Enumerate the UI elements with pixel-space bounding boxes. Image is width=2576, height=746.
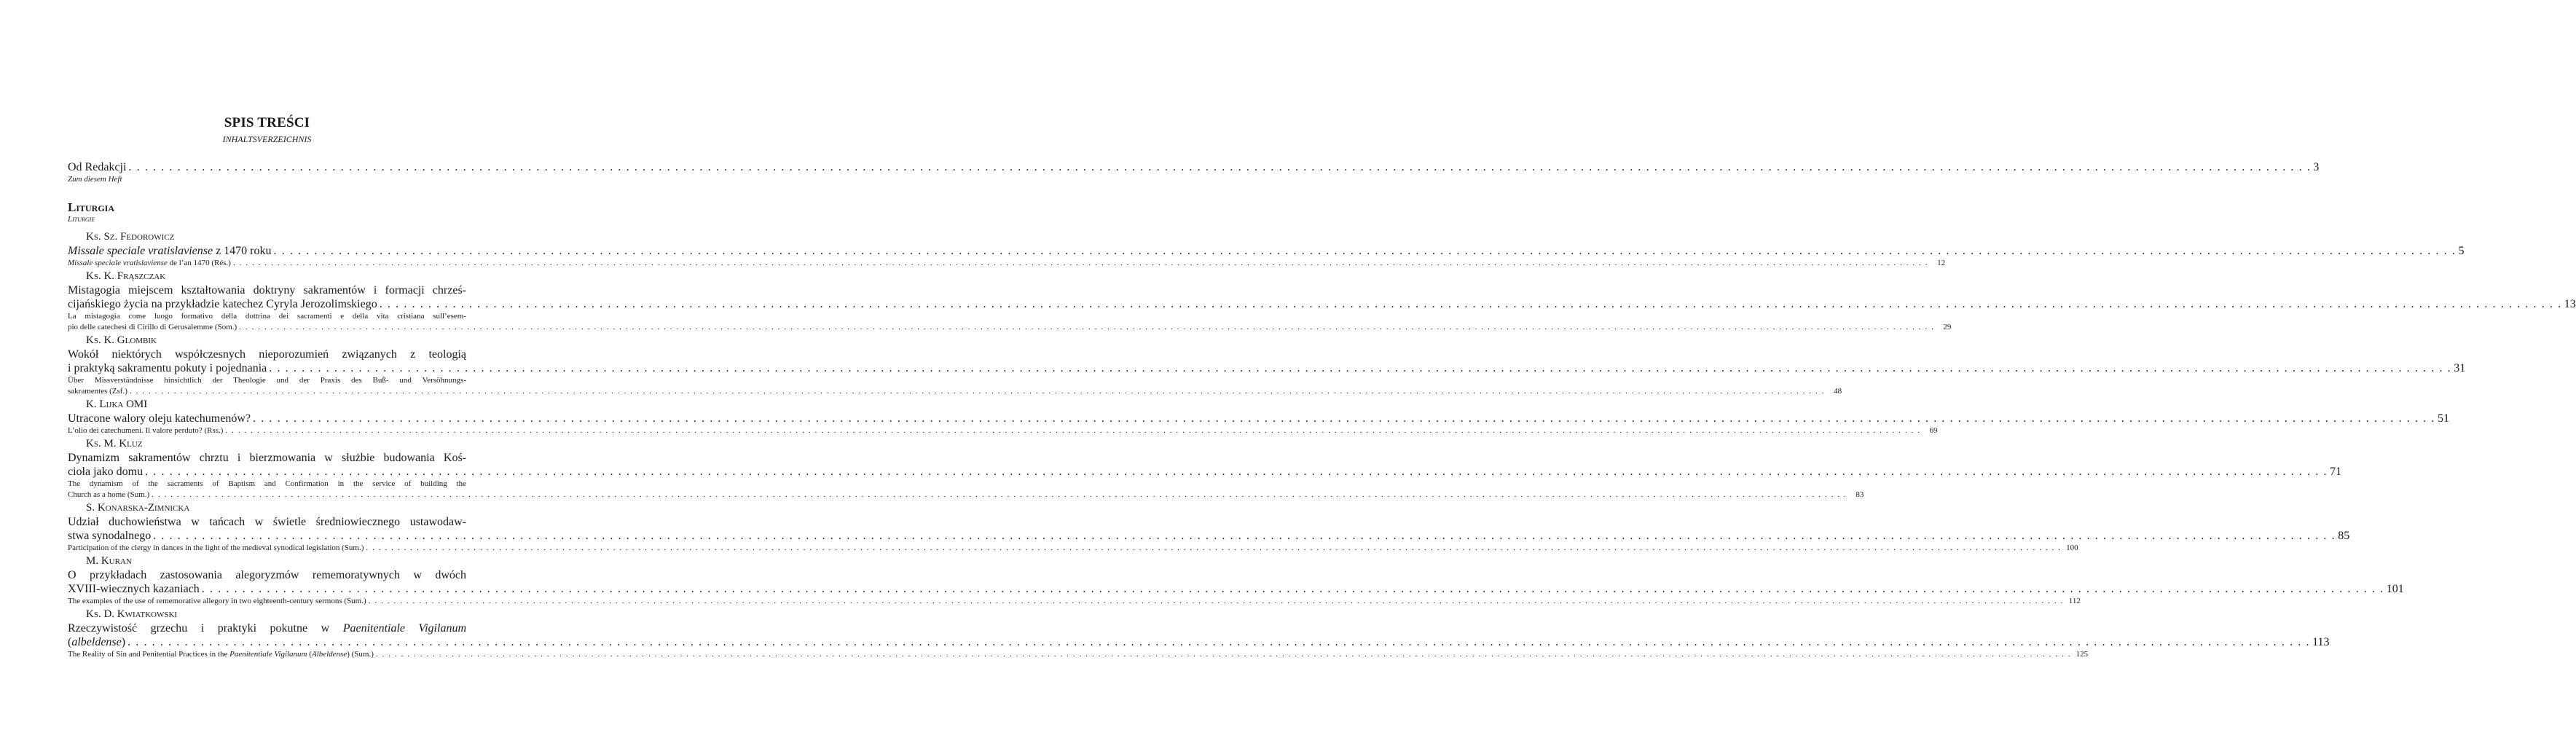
entry-title: Utracone walory oleju katechumenów? bbox=[68, 412, 251, 425]
entry-title: i praktyką sakramentu pokuty i pojednania bbox=[68, 362, 267, 374]
entry-title-line: Rzeczywistość grzechu i praktyki pokutne w Paenitentiale Vigilanum bbox=[68, 622, 467, 635]
entry-page: 113 bbox=[2312, 636, 2330, 648]
entry-page: 101 bbox=[2386, 583, 2404, 595]
entry-author: K. Lijka OMI bbox=[86, 398, 148, 410]
toc-entry[interactable] bbox=[68, 501, 2350, 554]
entry-author: Ks. Sz. Fedorowicz bbox=[86, 231, 175, 243]
entry-page: 3 bbox=[2313, 161, 2320, 173]
entry-title: (albeldense) bbox=[68, 636, 126, 648]
entry-summary: Participation of the clergy in dances in the light of the medieval synodical legislation (Sum.) bbox=[68, 543, 364, 552]
dot-leader bbox=[202, 582, 2384, 596]
dot-leader bbox=[239, 322, 1934, 333]
toc-entry[interactable] bbox=[68, 437, 2342, 500]
entry-title: Od Redakcji bbox=[68, 161, 127, 173]
entry-author: Ks. K. Glombik bbox=[86, 334, 157, 346]
entry-page: 71 bbox=[2330, 466, 2342, 478]
entry-author: Ks. D. Kwiatkowski bbox=[86, 608, 178, 620]
entry-author: Ks. K. Frąszczak bbox=[86, 270, 166, 282]
entry-page: 31 bbox=[2454, 362, 2466, 374]
dot-leader bbox=[145, 465, 2328, 479]
summary-page: 29 bbox=[1943, 323, 1952, 331]
table-of-contents bbox=[68, 160, 2576, 660]
entry-summary: pio delle catechesi di Cirillo di Gerusalemme (Som.) bbox=[68, 323, 237, 331]
entry-page: 51 bbox=[2438, 412, 2450, 425]
section-heading: Liturgia bbox=[68, 200, 115, 214]
entry-author: Ks. M. Kluz bbox=[86, 438, 143, 449]
entry-summary-line: Über Missverständnisse hinsichtlich der Theologie und der Praxis des Buß- und Versöhnungs- bbox=[68, 376, 466, 385]
dot-leader bbox=[127, 635, 2310, 649]
summary-page: 100 bbox=[2066, 543, 2078, 552]
page-subtitle: INHALTSVERZEICHNIS bbox=[222, 134, 312, 144]
toc-entry[interactable] bbox=[68, 230, 2465, 269]
toc-entry-editorial[interactable] bbox=[68, 160, 2320, 184]
entry-author: S. Konarska-Zimnicka bbox=[86, 502, 190, 514]
dot-leader bbox=[152, 490, 1847, 500]
entry-page: 85 bbox=[2338, 530, 2350, 542]
entry-title: cijańskiego życia na przykładzie katechez Cyryla Jerozolimskiego bbox=[68, 298, 377, 310]
dot-leader bbox=[130, 386, 1825, 397]
entry-author: M. Kuran bbox=[86, 555, 132, 567]
dot-leader bbox=[253, 412, 2435, 425]
entry-title-line: O przykładach zastosowania alegoryzmów rememoratywnych w dwóch bbox=[68, 569, 466, 581]
page-title: SPIS TREŚCI bbox=[224, 115, 310, 130]
entry-summary: L’olio dei catechumeni. Il valore perduto? (Rss.) bbox=[68, 426, 224, 435]
entry-title-line: Dynamizm sakramentów chrztu i bierzmowania w służbie budowania Koś- bbox=[68, 452, 466, 464]
entry-subtitle: Zum diesem Heft bbox=[68, 175, 122, 184]
entry-page: 5 bbox=[2458, 245, 2465, 257]
entry-title: cioła jako domu bbox=[68, 466, 144, 478]
summary-page: 12 bbox=[1937, 259, 1946, 267]
dot-leader bbox=[128, 160, 2311, 174]
dot-leader bbox=[376, 649, 2071, 660]
dot-leader bbox=[366, 543, 2061, 554]
summary-page: 125 bbox=[2076, 650, 2089, 659]
toc-entry[interactable] bbox=[68, 334, 2466, 397]
entry-page: 13 bbox=[2564, 298, 2576, 310]
entry-title: Missale speciale vratislaviense z 1470 roku bbox=[68, 245, 272, 257]
entry-summary: sakramentes (Zsf.) bbox=[68, 387, 127, 396]
summary-page: 69 bbox=[1929, 426, 1938, 435]
toc-entry[interactable] bbox=[68, 608, 2330, 660]
dot-leader bbox=[233, 258, 1928, 269]
entry-summary: The examples of the use of rememorative allegory in two eighteenth-century sermons (Sum.) bbox=[68, 597, 366, 605]
summary-page: 83 bbox=[1856, 490, 1864, 499]
entry-summary: The Reality of Sin and Penitential Practices in the Paenitentiale Vigilanum (Albeldense) (Sum.) bbox=[68, 650, 374, 659]
dot-leader bbox=[269, 361, 2451, 375]
entry-title-line: Wokół niektórych współczesnych nieporozumień związanych z teologią bbox=[68, 348, 466, 361]
section-subheading: Liturgie bbox=[68, 215, 95, 224]
dot-leader bbox=[369, 596, 2064, 607]
entry-summary-line: The dynamism of the sacraments of Baptism and Confirmation in the service of building the bbox=[68, 479, 466, 488]
toc-entry[interactable] bbox=[68, 554, 2404, 607]
toc-page bbox=[68, 0, 2576, 746]
summary-page: 112 bbox=[2068, 597, 2081, 605]
entry-summary-line: La mistagogia come luogo formativo della dottrina dei sacramenti e della vita cristiana sull’esem- bbox=[68, 312, 466, 321]
dot-leader bbox=[153, 529, 2336, 543]
summary-page: 48 bbox=[1834, 387, 1842, 396]
dot-leader bbox=[380, 297, 2562, 311]
entry-summary: Church as a home (Sum.) bbox=[68, 490, 150, 499]
entry-title-line: Mistagogia miejscem kształtowania doktryny sakramentów i formacji chrześ- bbox=[68, 284, 466, 297]
dot-leader bbox=[274, 244, 2457, 258]
entry-title-line: Udział duchowieństwa w tańcach w świetle średniowiecznego ustawodaw- bbox=[68, 516, 466, 528]
toc-entry[interactable] bbox=[68, 270, 2576, 333]
toc-entry[interactable] bbox=[68, 398, 2450, 436]
entry-summary: Missale speciale vratislaviense de l’an 1470 (Rés.) bbox=[68, 259, 231, 267]
entry-title: stwa synodalnego bbox=[68, 530, 152, 542]
dot-leader bbox=[225, 425, 1920, 436]
entry-title: XVIII-wiecznych kazaniach bbox=[68, 583, 200, 595]
